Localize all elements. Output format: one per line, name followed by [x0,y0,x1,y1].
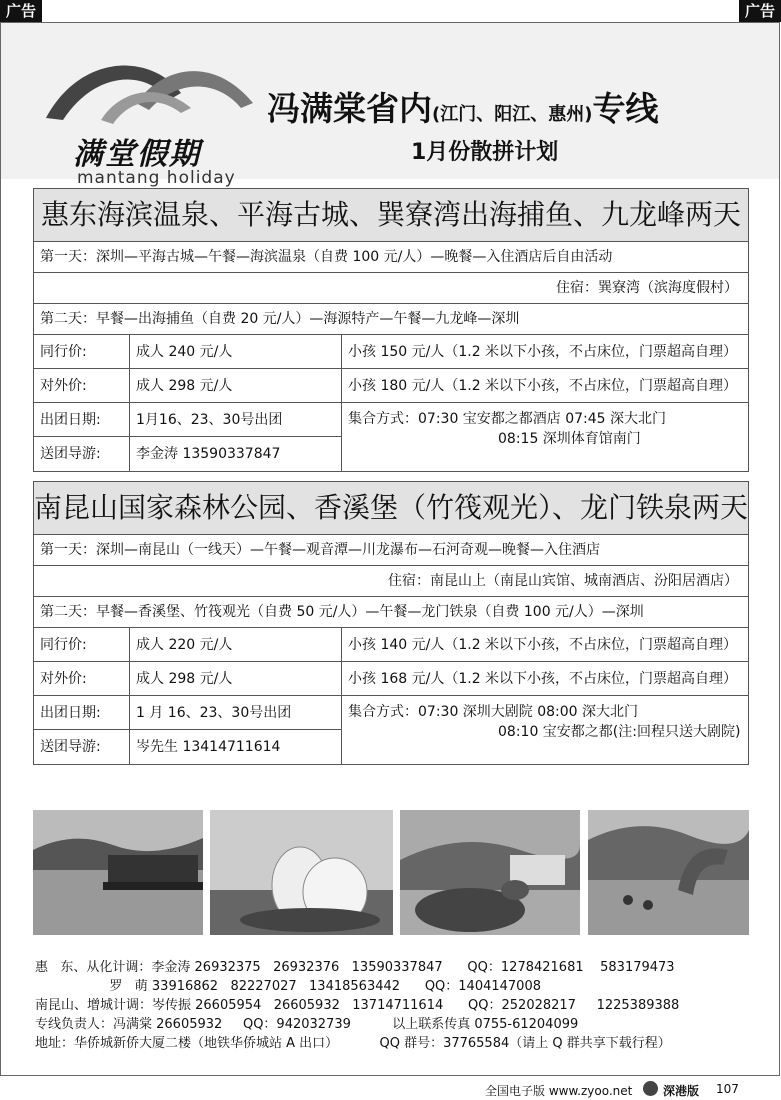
peer-child-price: 小孩 140 元/人（1.2 米以下小孩，不占床位，门票超高自理） [342,628,748,662]
footer-edition: 深港版 [663,1084,700,1098]
peer-adult-price: 成人 220 元/人 [130,628,342,662]
guide-contact: 岑先生 13414711614 [130,730,342,764]
public-price-label: 对外价: [34,369,130,403]
day2-itinerary: 第二天：早餐—香溪堡、竹筏观光（自费 50 元/人）—午餐—龙门铁泉（自费 100 元/人）—深圳 [34,597,748,628]
gather-line-1: 集合方式：07:30 宝安都之都酒店 07:45 深大北门 [348,411,667,427]
lodging: 住宿：巽寮湾（滨海度假村） [34,273,748,304]
ad-tag-left: 广告 [0,0,42,22]
public-adult-price: 成人 298 元/人 [130,369,342,403]
ad-tag-right: 广告 [739,0,781,22]
page-subtitle: 1月份散拼计划 [411,140,559,165]
gather-line-2: 08:15 深圳体育馆南门 [498,431,641,447]
title-paren: (江门、阳江、惠州) [432,104,593,125]
photo-gourd-sculpture [210,810,393,935]
lodging: 住宿：南昆山上（南昆山宾馆、城南酒店、汾阳居酒店） [34,566,748,597]
gather-line-2: 08:10 宝安都之都(注:回程只送大剧院) [498,724,741,740]
departure-dates: 1 月 16、23、30号出团 [130,696,342,730]
photo-lake-boat [33,810,203,935]
contact-line: 罗 萌 33916862 82227027 13418563442 QQ：1404147008 [35,979,541,994]
public-child-price: 小孩 168 元/人（1.2 米以下小孩，不占床位，门票超高自理） [342,662,748,696]
edition-logo-icon [643,1081,658,1096]
peer-adult-price: 成人 240 元/人 [130,335,342,369]
guide-contact: 李金涛 13590337847 [130,437,342,471]
peer-price-label: 同行价: [34,335,130,369]
price-grid [34,335,748,471]
public-price-label: 对外价: [34,662,130,696]
date-label: 出团日期: [34,696,130,730]
public-child-price: 小孩 180 元/人（1.2 米以下小孩，不占床位，门票超高自理） [342,369,748,403]
tour-table-2 [33,481,749,765]
contact-info [35,958,679,1053]
page-number: 107 [716,1082,739,1096]
day1-itinerary: 第一天：深圳—平海古城—午餐—海滨温泉（自费 100 元/人）—晚餐—入住酒店后自由活动 [34,242,748,273]
title-main: 冯满棠省内 [267,89,432,128]
contact-line: 南昆山、增城计调：岑传振 26605954 26605932 13714711614 QQ：252028217 1225389388 [35,998,680,1013]
logo-english: mantang holiday [77,168,236,188]
guide-label: 送团导游: [34,437,130,471]
page-title [267,83,658,130]
title-tail: 专线 [592,89,659,128]
contact-line: 惠 东、从化计调：李金涛 26932375 26932376 13590337847 QQ：1278421681 583179473 [35,960,675,975]
date-label: 出团日期: [34,403,130,437]
tour-table-1 [33,188,749,472]
gathering-info [342,696,748,764]
logo-chinese: 满堂假期 [73,137,201,172]
public-adult-price: 成人 298 元/人 [130,662,342,696]
tour-title: 南昆山国家森林公园、香溪堡（竹筏观光）、龙门铁泉两天 [34,482,748,535]
price-grid [34,628,748,764]
tour-title: 惠东海滨温泉、平海古城、巽寮湾出海捕鱼、九龙峰两天 [34,189,748,242]
day2-itinerary: 第二天：早餐—出海捕鱼（自费 20 元/人）—海源特产—午餐—九龙峰—深圳 [34,304,748,335]
photo-turtle-statue [400,810,580,935]
peer-child-price: 小孩 150 元/人（1.2 米以下小孩，不占床位，门票超高自理） [342,335,748,369]
logo-arches-icon [41,48,256,128]
departure-dates: 1月16、23、30号出团 [130,403,342,437]
contact-line: 地址：华侨城新侨大厦二楼（地铁华侨城站 A 出口） QQ 群号：37765584（请上 Q 群共享下载行程） [35,1036,671,1051]
guide-label: 送团导游: [34,730,130,764]
gather-line-1: 集合方式：07:30 深圳大剧院 08:00 深大北门 [348,704,639,720]
header-banner [1,23,779,188]
peer-price-label: 同行价: [34,628,130,662]
footer-site: 全国电子版 www.zyoo.net [485,1084,633,1098]
contact-line: 专线负责人：冯满棠 26605932 QQ：942032739 以上联系传真 0755-61204099 [35,1017,579,1032]
photo-hot-spring-dragon [588,810,749,935]
gathering-info [342,403,748,471]
day1-itinerary: 第一天：深圳—南昆山（一线天）—午餐—观音潭—川龙瀑布—石河奇观—晚餐—入住酒店 [34,535,748,566]
